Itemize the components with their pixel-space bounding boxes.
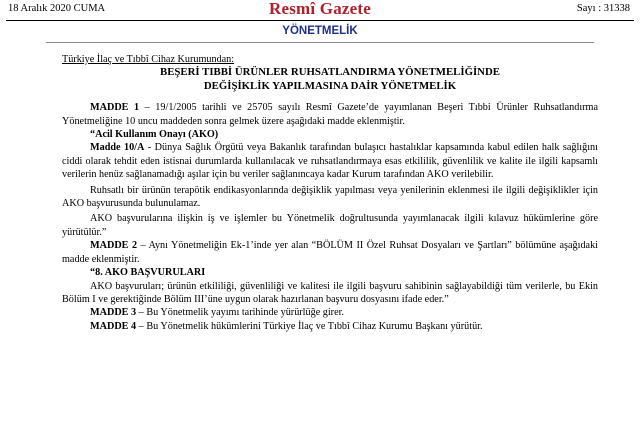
section-divider bbox=[46, 42, 594, 43]
regulation-title-line1: BEŞERİ TIBBİ ÜRÜNLER RUHSATLANDIRMA YÖNETMELİĞİNDE bbox=[160, 66, 500, 79]
article-4 bbox=[62, 320, 598, 333]
regulation-title-line2: DEĞİŞİKLİK YAPILMASINA DAİR YÖNETMELİK bbox=[203, 79, 457, 92]
institution-line: Türkiye İlaç ve Tıbbî Cihaz Kurumundan: bbox=[62, 54, 235, 65]
article-1 bbox=[62, 101, 598, 128]
article-4-label: MADDE 4 bbox=[90, 320, 137, 332]
ako8-heading: “8. AKO BAŞVURULARI bbox=[90, 267, 206, 279]
paragraph-ako8: AKO başvuruları; ürünün etkililiği, güvenliliği ve kalitesi ile ilgili başvuru sahibinin sağlayabildiği tüm verilerle, bu Ekin Bölüm I ve gerektiğinde Bölüm III’üne uygun olarak hazırlanan başvuru dosyasını ifade eder.” bbox=[62, 280, 598, 305]
issue-number: Sayı : 31338 bbox=[576, 3, 630, 14]
article-2-text: – Aynı Yönetmeliğin Ek-1’inde yer alan “BÖLÜM II Özel Ruhsat Dosyaları ve Şartları” bölümüne aşağıdaki madde eklenmiştir. bbox=[62, 240, 598, 265]
article-1-label: MADDE 1 bbox=[90, 102, 140, 114]
article-10a-label: Madde 10/A bbox=[90, 142, 145, 154]
paragraph-applications: AKO başvurularına ilişkin iş ve işlemler bu Yönetmelik doğrultusunda yayımlanacak ilgili kılavuz hükümlerine göre yürütülür.” bbox=[62, 213, 598, 238]
article-1-text: – 19/1/2005 tarihli ve 25705 sayılı Resmî Gazete’de yayımlanan Beşeri Tıbbi Ürünler Ruhsatlandırma Yönetmeliğine 10 uncu maddeden sonra gelmek üzere aşağıdaki madde eklenmiştir. bbox=[62, 102, 599, 127]
article-3-label: MADDE 3 bbox=[90, 307, 137, 319]
regulation-body bbox=[62, 53, 598, 333]
gazette-masthead: Resmî Gazete bbox=[269, 0, 371, 18]
article-10a bbox=[62, 141, 598, 181]
article-2-label: MADDE 2 bbox=[90, 240, 138, 252]
issue-date: 18 Aralık 2020 CUMA bbox=[8, 3, 106, 14]
paragraph-therapeutic: Ruhsatlı bir ürünün terapötik endikasyonlarında değişiklik yapılması veya yenilerinin eklenmesi ile ilgili değişiklikler için AKO başvurusunda bulunulamaz. bbox=[62, 184, 598, 210]
article-3 bbox=[62, 306, 598, 319]
section-heading: YÖNETMELİK bbox=[282, 25, 358, 37]
ako-heading: “Acil Kullanım Onayı (AKO) bbox=[90, 129, 219, 141]
article-2 bbox=[62, 239, 598, 266]
article-10a-text: - Dünya Sağlık Örgütü veya Bakanlık tarafından bulaşıcı hastalıklar kapsamında kabul edilen halk sağlığını ciddi olarak tehdit eden istisnai durumlarda kullanılacak ve ruhsatlandırmaya esas etkililik, güvenlilik ve kalite ile ilgili kapsamlı verilerin henüz sağlanamadığı aşılar için bu veriler sağlanıncaya kadar Kurum tarafından AKO verilebilir. bbox=[62, 142, 598, 181]
article-4-text: – Bu Yönetmelik hükümlerini Türkiye İlaç ve Tıbbî Cihaz Kurumu Başkanı yürütür. bbox=[136, 320, 483, 332]
gazette-header bbox=[6, 0, 634, 21]
article-3-text: – Bu Yönetmelik yayımı tarihinde yürürlüğe girer. bbox=[136, 307, 344, 319]
